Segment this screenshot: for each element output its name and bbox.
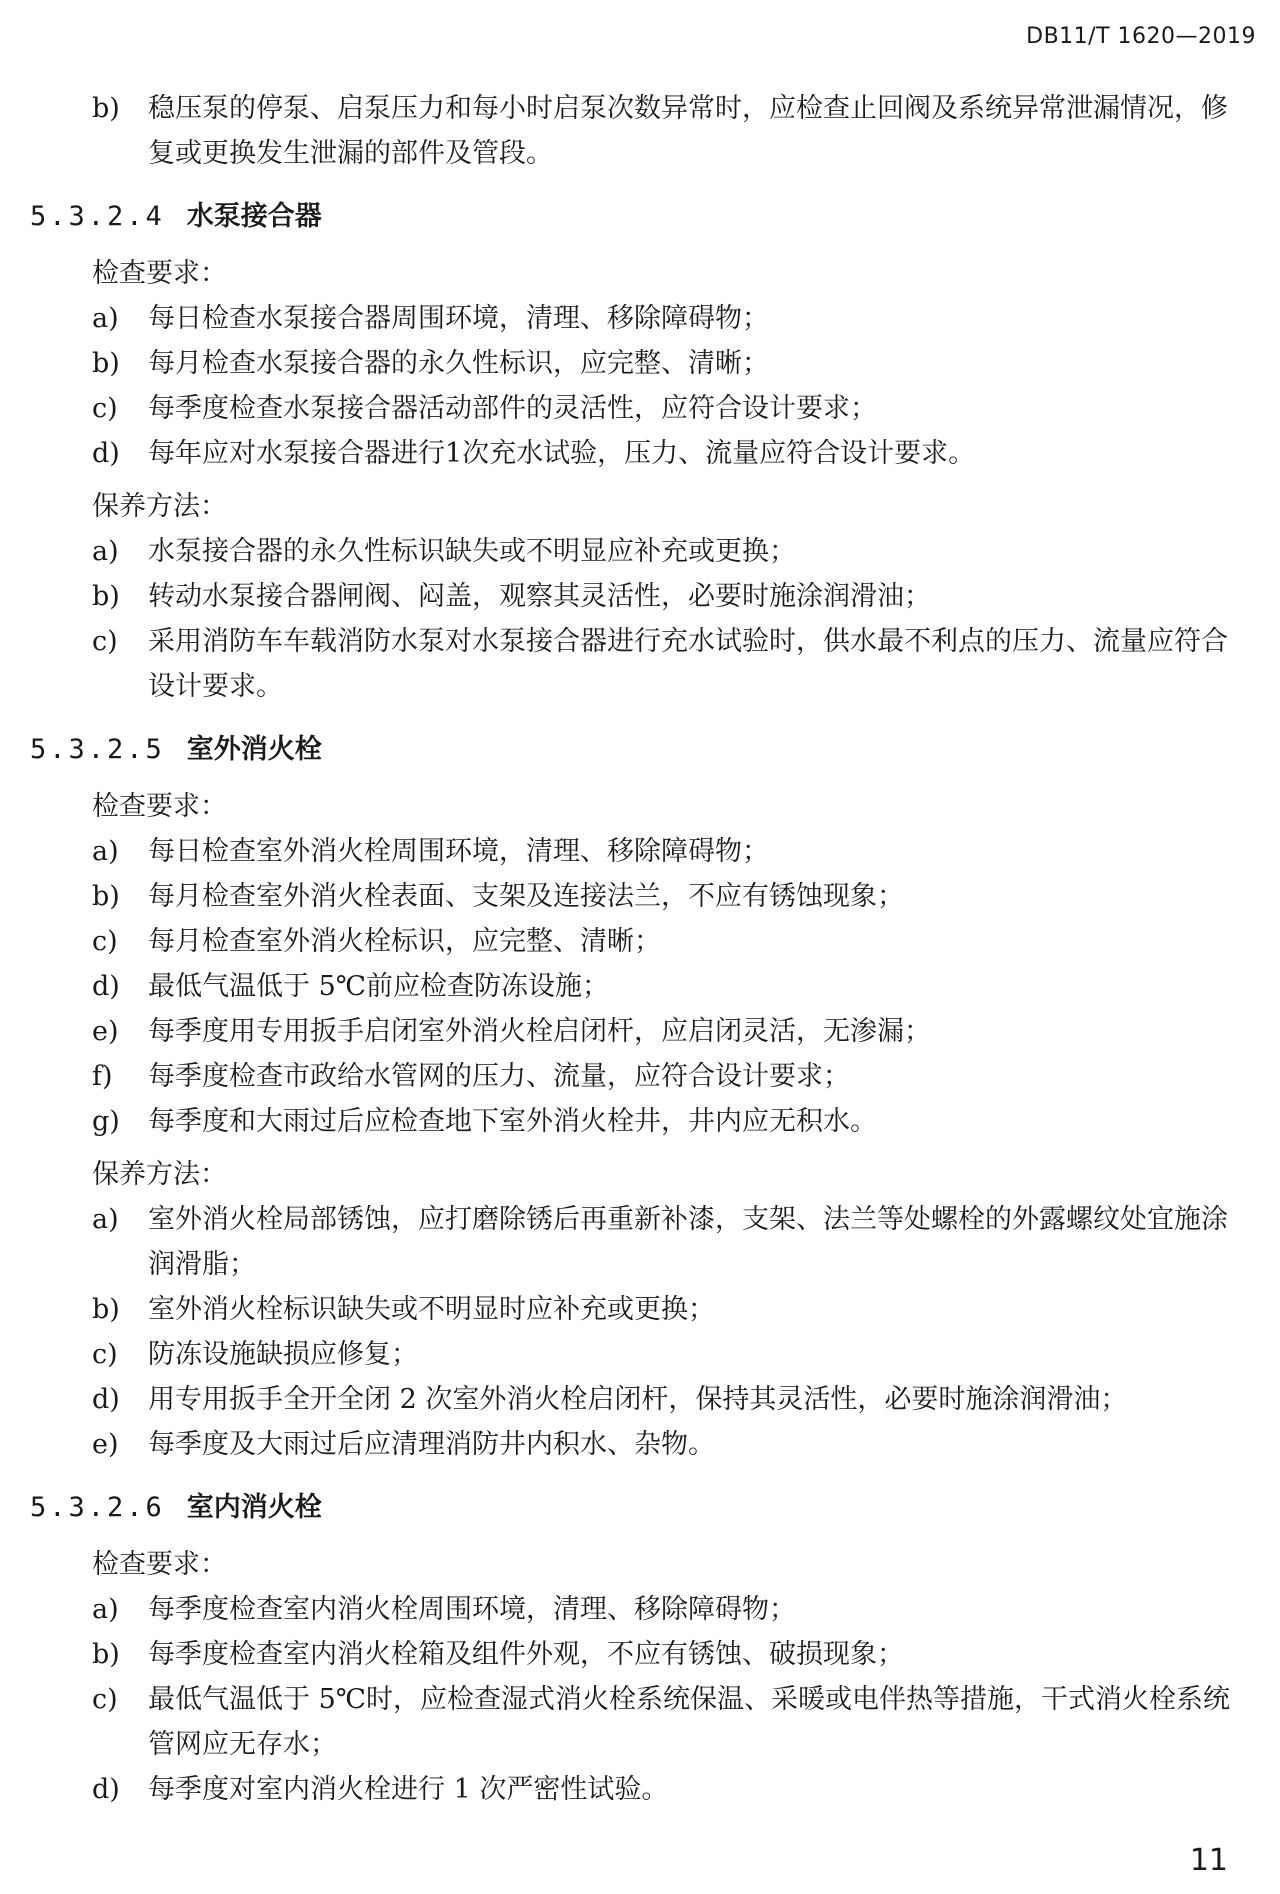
list-item [30, 1377, 1250, 1422]
list-item [30, 431, 1250, 476]
list-item [30, 619, 1250, 709]
list-item [30, 1677, 1250, 1767]
section-heading [30, 194, 1250, 239]
list-item [30, 341, 1250, 386]
item-text: 防冻设施缺损应修复； [148, 1339, 418, 1370]
item-text: 每季度检查市政给水管网的压力、流量，应符合设计要求； [148, 1061, 850, 1092]
item-marker: c) [92, 1684, 118, 1715]
item-marker: a) [92, 536, 119, 567]
item-marker: b) [92, 1639, 120, 1670]
item-marker: b) [92, 581, 120, 612]
list-item [30, 86, 1250, 176]
list-item [30, 1767, 1250, 1812]
item-text: 采用消防车车载消防水泵对水泵接合器进行充水试验时，供水最不利点的压力、流量应符合设计要求。 [148, 626, 1228, 702]
item-marker: b) [92, 93, 120, 124]
list-item [30, 964, 1250, 1009]
item-text: 每月检查水泵接合器的永久性标识，应完整、清晰； [148, 348, 769, 379]
item-text: 每月检查室外消火栓表面、支架及连接法兰，不应有锈蚀现象； [148, 881, 904, 912]
list-item [30, 1587, 1250, 1632]
item-text: 用专用扳手全开全闭 2 次室外消火栓启闭杆，保持其灵活性，必要时施涂润滑油； [148, 1384, 1128, 1415]
item-marker: e) [92, 1016, 119, 1047]
item-marker: b) [92, 348, 120, 379]
item-marker: a) [92, 836, 119, 867]
list-item [30, 1422, 1250, 1467]
item-marker: d) [92, 438, 120, 469]
list-item [30, 919, 1250, 964]
section-number: 5.3.2.5 [30, 734, 165, 765]
list-item [30, 1197, 1250, 1287]
item-marker: b) [92, 881, 120, 912]
item-text: 转动水泵接合器闸阀、闷盖，观察其灵活性，必要时施涂润滑油； [148, 581, 931, 612]
item-marker: d) [92, 971, 120, 1002]
item-text: 每季度和大雨过后应检查地下室外消火栓井，井内应无积水。 [148, 1106, 877, 1137]
item-text: 稳压泵的停泵、启泵压力和每小时启泵次数异常时，应检查止回阀及系统异常泄漏情况，修复或更换发生泄漏的部件及管段。 [148, 93, 1228, 169]
item-text: 水泵接合器的永久性标识缺失或不明显应补充或更换； [148, 536, 796, 567]
item-marker: d) [92, 1384, 120, 1415]
item-marker: c) [92, 626, 118, 657]
item-text: 室外消火栓局部锈蚀，应打磨除锈后再重新补漆，支架、法兰等处螺栓的外露螺纹处宜施涂润滑脂； [148, 1204, 1228, 1280]
list-item [30, 386, 1250, 431]
item-marker: c) [92, 1339, 118, 1370]
list-item [30, 1009, 1250, 1054]
item-marker: e) [92, 1429, 119, 1460]
section-title: 室外消火栓 [186, 734, 322, 765]
list-item [30, 1632, 1250, 1677]
item-marker: g) [92, 1106, 120, 1137]
group-label: 保养方法： [92, 1159, 227, 1190]
list-item [30, 1287, 1250, 1332]
section-title: 室内消火栓 [186, 1492, 322, 1523]
item-text: 每季度检查室内消火栓周围环境，清理、移除障碍物； [148, 1594, 796, 1625]
item-text: 每季度检查水泵接合器活动部件的灵活性，应符合设计要求； [148, 393, 877, 424]
list-item [30, 1054, 1250, 1099]
list-item [30, 574, 1250, 619]
standard-code: DB11/T 1620—2019 [1026, 24, 1256, 49]
group-label: 检查要求： [92, 1549, 227, 1580]
section-heading [30, 1485, 1250, 1530]
item-text: 每季度用专用扳手启闭室外消火栓启闭杆，应启闭灵活，无渗漏； [148, 1016, 931, 1047]
section-title: 水泵接合器 [186, 201, 322, 232]
list-item [30, 874, 1250, 919]
item-text: 室外消火栓标识缺失或不明显时应补充或更换； [148, 1294, 715, 1325]
item-marker: b) [92, 1294, 120, 1325]
section-heading [30, 727, 1250, 772]
group-label: 保养方法： [92, 491, 227, 522]
item-marker: c) [92, 926, 118, 957]
list-item [30, 829, 1250, 874]
item-text: 每月检查室外消火栓标识，应完整、清晰； [148, 926, 661, 957]
item-text: 每季度及大雨过后应清理消防井内积水、杂物。 [148, 1429, 715, 1460]
item-marker: f) [92, 1061, 113, 1092]
item-marker: a) [92, 1594, 119, 1625]
item-text: 每季度检查室内消火栓箱及组件外观，不应有锈蚀、破损现象； [148, 1639, 904, 1670]
item-marker: a) [92, 303, 119, 334]
group-label: 检查要求： [92, 258, 227, 289]
list-item [30, 296, 1250, 341]
item-marker: a) [92, 1204, 119, 1235]
list-item [30, 1099, 1250, 1144]
item-marker: d) [92, 1774, 120, 1805]
item-marker: c) [92, 393, 118, 424]
section-number: 5.3.2.4 [30, 201, 165, 232]
group-label: 检查要求： [92, 791, 227, 822]
list-item [30, 529, 1250, 574]
item-text: 每日检查水泵接合器周围环境，清理、移除障碍物； [148, 303, 769, 334]
item-text: 最低气温低于 5℃时，应检查湿式消火栓系统保温、采暖或电伴热等措施，干式消火栓系统管网应无存水； [148, 1684, 1230, 1760]
item-text: 最低气温低于 5℃前应检查防冻设施； [148, 971, 609, 1002]
section-number: 5.3.2.6 [30, 1492, 165, 1523]
list-item [30, 1332, 1250, 1377]
item-text: 每年应对水泵接合器进行1次充水试验，压力、流量应符合设计要求。 [148, 438, 976, 469]
page-number: 11 [1189, 1843, 1228, 1878]
page-content [30, 86, 1250, 1812]
item-text: 每日检查室外消火栓周围环境，清理、移除障碍物； [148, 836, 769, 867]
item-text: 每季度对室内消火栓进行 1 次严密性试验。 [148, 1774, 669, 1805]
